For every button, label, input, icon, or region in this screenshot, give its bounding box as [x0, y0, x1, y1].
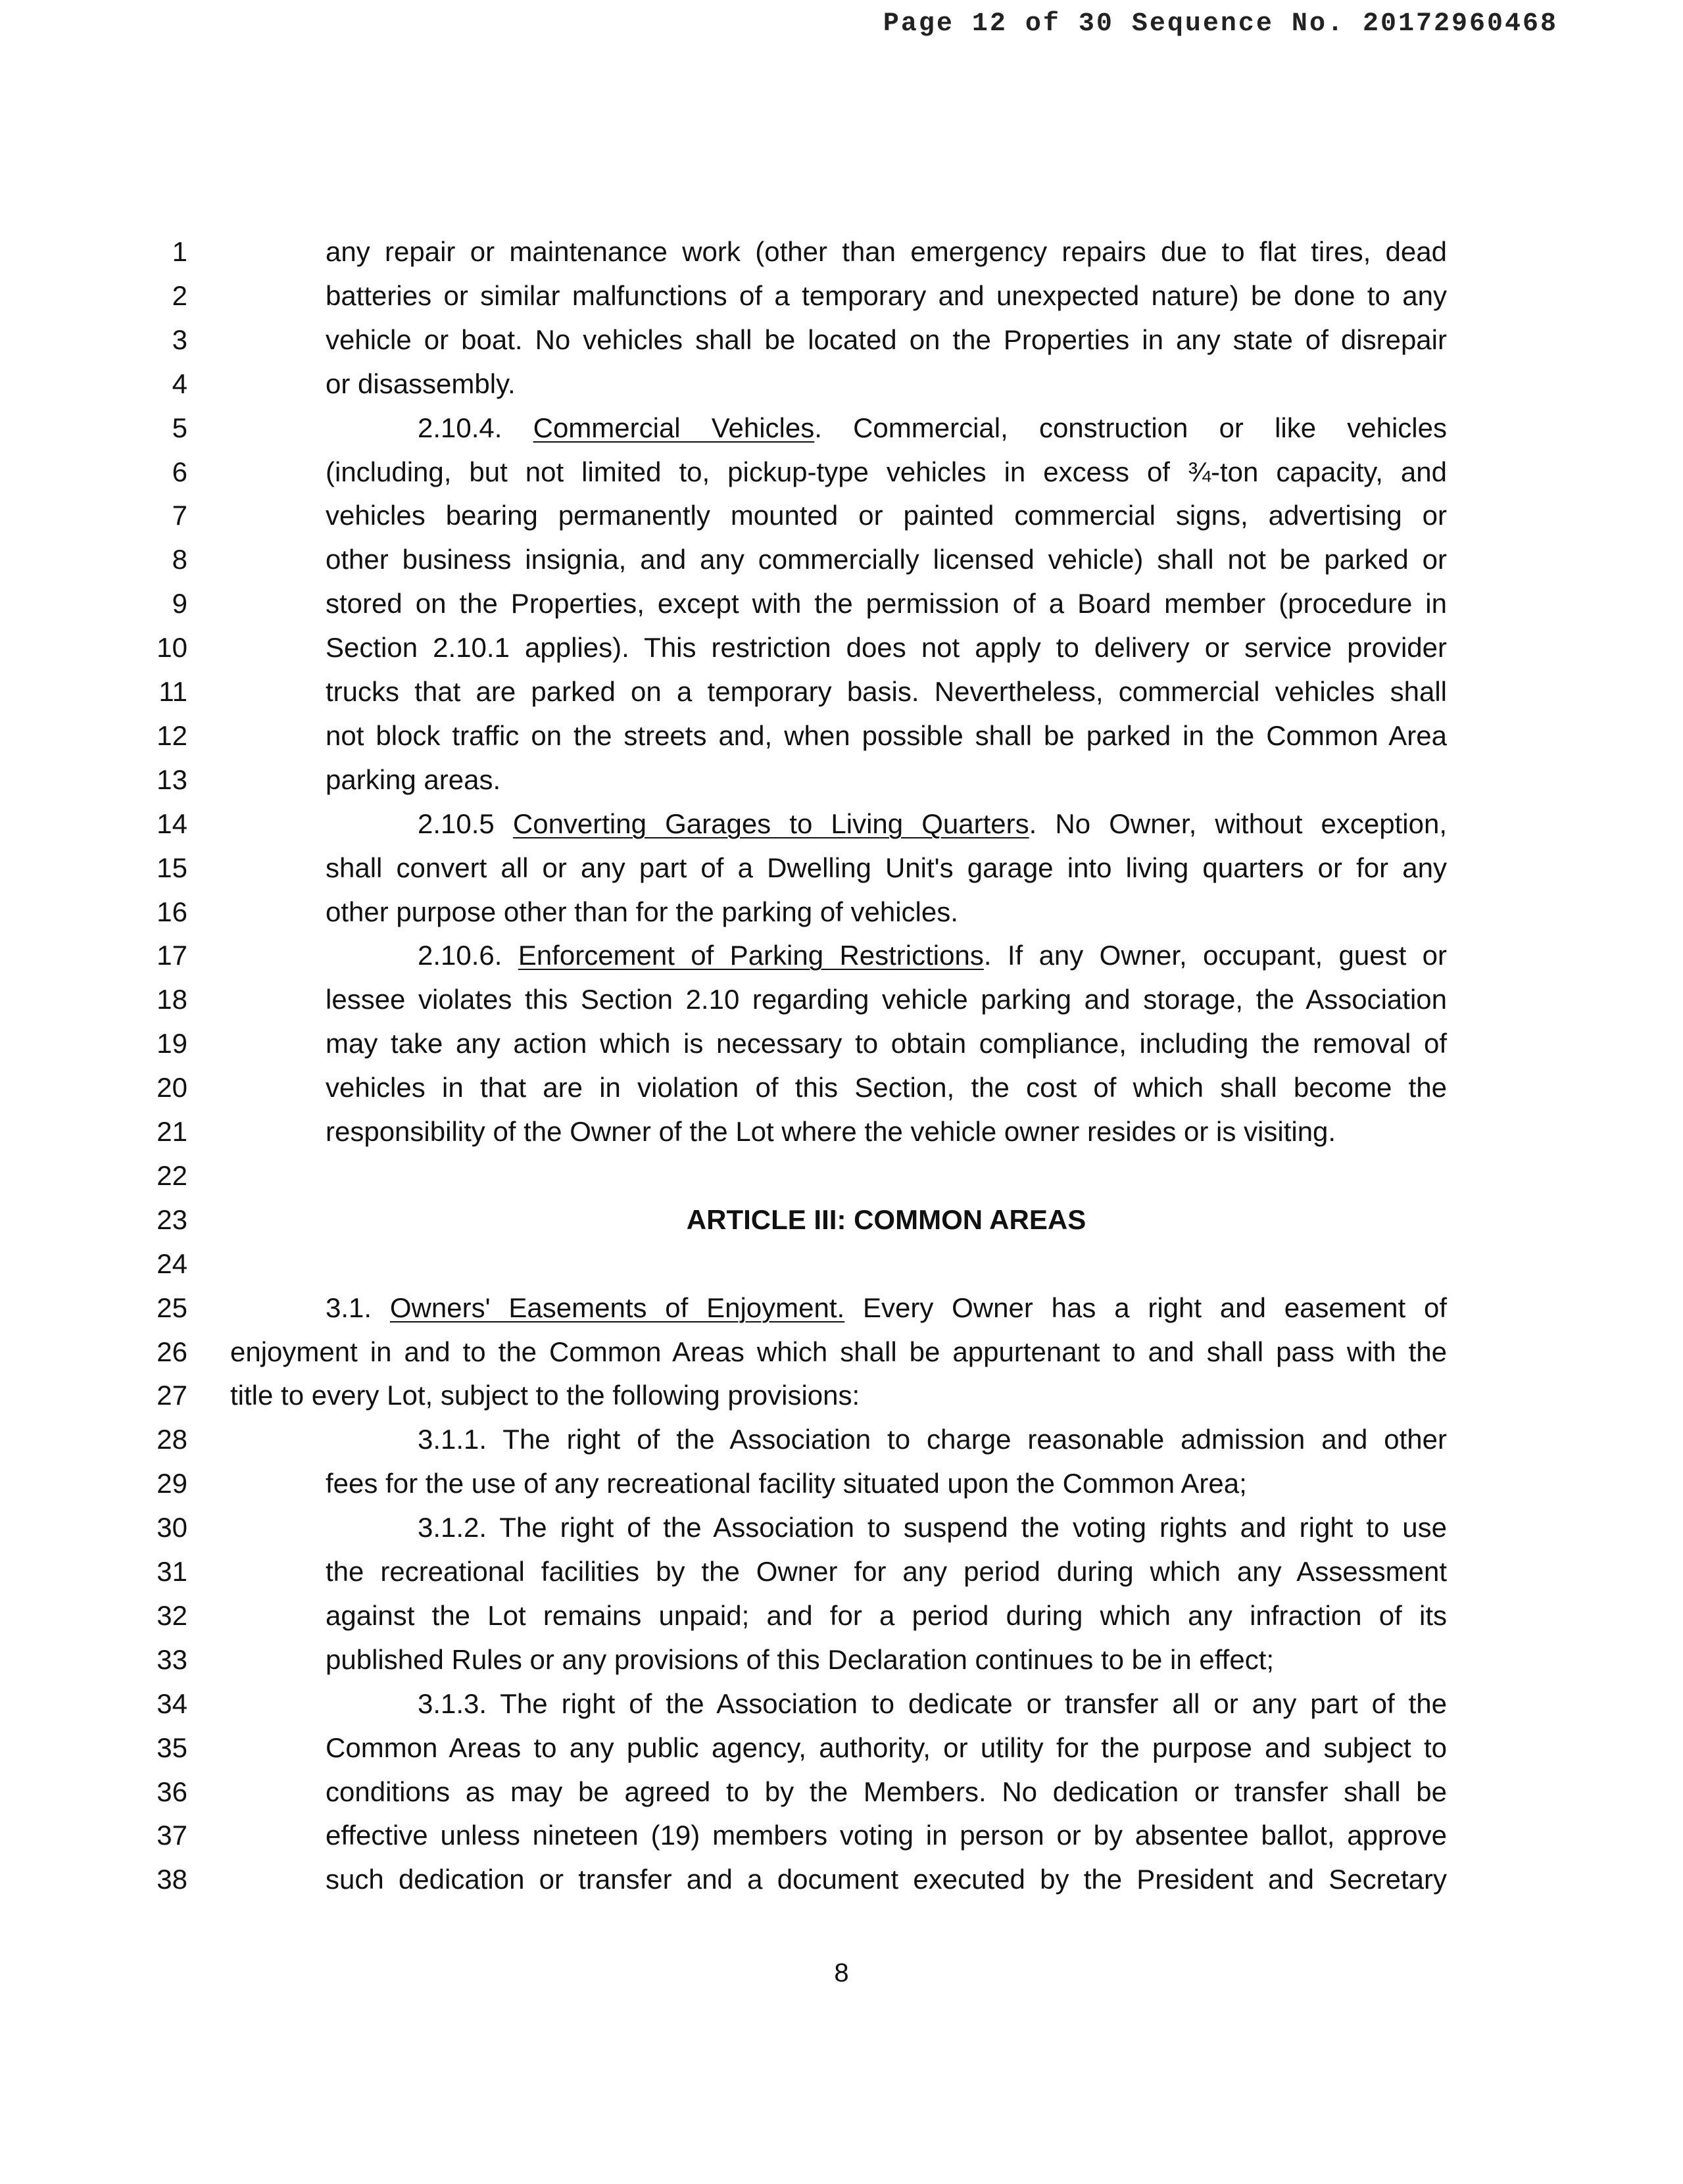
line-number: 36 [157, 1776, 187, 1807]
document-line [0, 1418, 1683, 1461]
line-text [326, 1286, 1447, 1330]
document-line [0, 274, 1683, 318]
document-line [0, 1770, 1683, 1814]
line-number: 27 [157, 1380, 187, 1411]
text-segment: may take any action which is necessary to obtain compliance, including the removal of [326, 1028, 1447, 1059]
document-line [0, 318, 1683, 362]
document-line [0, 1286, 1683, 1330]
line-number: 5 [172, 412, 187, 443]
line-text [418, 406, 1447, 450]
line-text [326, 1638, 1447, 1682]
document-line [0, 230, 1683, 274]
text-segment: 3.1.1. The right of the Association to charge reasonable admission and other [418, 1424, 1447, 1455]
line-text [326, 714, 1447, 758]
section-title: Converting Garages to Living Quarters [512, 808, 1029, 839]
document-line [0, 978, 1683, 1021]
line-number: 8 [172, 544, 187, 575]
line-text [326, 538, 1447, 581]
line-text [326, 846, 1447, 890]
line-number: 29 [157, 1468, 187, 1499]
line-number: 33 [157, 1643, 187, 1675]
document-line [0, 1814, 1683, 1857]
document-line [0, 450, 1683, 494]
line-number: 12 [157, 719, 187, 751]
text-segment: 2.10.6. [418, 940, 518, 971]
document-line [0, 758, 1683, 802]
line-text [326, 1462, 1447, 1505]
document-line [0, 802, 1683, 846]
text-segment: lessee violates this Section 2.10 regarding vehicle parking and storage, the Association [326, 984, 1447, 1015]
line-number: 35 [157, 1732, 187, 1763]
line-number: 11 [159, 676, 187, 707]
line-number: 32 [157, 1599, 187, 1631]
line-text [418, 1418, 1447, 1461]
text-segment: 3.1.2. The right of the Association to suspend the voting rights and right to use [418, 1512, 1447, 1543]
document-line [0, 1022, 1683, 1065]
text-segment: (including, but not limited to, pickup-type vehicles in excess of ¾-ton capacity, and [326, 456, 1447, 487]
line-text [326, 758, 1447, 802]
document-line [0, 406, 1683, 450]
line-text [326, 1066, 1447, 1109]
text-segment: enjoyment in and to the Common Areas which shall be appurtenant to and shall pass with the [230, 1336, 1447, 1367]
text-segment: other business insignia, and any commercially licensed vehicle) shall not be parked or [326, 544, 1447, 575]
text-segment: vehicle or boat. No vehicles shall be located on the Properties in any state of disrepair [326, 324, 1447, 355]
text-segment: . No Owner, without exception, [1029, 808, 1447, 839]
document-line [0, 538, 1683, 581]
line-text [230, 1374, 1447, 1417]
line-text [326, 1110, 1447, 1153]
text-segment: such dedication or transfer and a document executed by the President and Secretary [326, 1864, 1447, 1895]
text-segment: trucks that are parked on a temporary basis. Nevertheless, commercial vehicles shall [326, 676, 1447, 707]
line-text [418, 1506, 1447, 1549]
document-line [0, 1638, 1683, 1682]
line-text [326, 582, 1447, 625]
line-text [418, 1682, 1447, 1726]
line-number: 26 [157, 1336, 187, 1367]
line-text [326, 1594, 1447, 1638]
line-text [230, 1330, 1447, 1374]
document-line [0, 1110, 1683, 1153]
text-segment: batteries or similar malfunctions of a temporary and unexpected nature) be done to any [326, 279, 1447, 311]
line-text [326, 1814, 1447, 1857]
line-text [418, 802, 1447, 846]
line-text [326, 626, 1447, 669]
document-line [0, 1242, 1683, 1286]
line-number: 28 [157, 1424, 187, 1455]
line-number: 31 [157, 1556, 187, 1587]
line-text [326, 1022, 1447, 1065]
document-line [0, 362, 1683, 406]
line-number: 6 [172, 456, 187, 487]
page-number: 8 [834, 1958, 849, 1987]
line-number: 30 [157, 1512, 187, 1543]
text-segment: parking areas. [326, 764, 501, 795]
line-text [326, 1858, 1447, 1901]
line-number: 16 [157, 896, 187, 927]
text-segment: shall convert all or any part of a Dwelling Unit's garage into living quarters or for any [326, 852, 1447, 883]
text-segment: vehicles in that are in violation of this Section, the cost of which shall become the [326, 1072, 1447, 1104]
text-segment: vehicles bearing permanently mounted or painted commercial signs, advertising or [326, 500, 1447, 531]
line-text [418, 934, 1447, 977]
document-line [0, 1330, 1683, 1374]
text-segment: conditions as may be agreed to by the Members. No dedication or transfer shall be [326, 1776, 1447, 1807]
page-sequence-stamp: Page 12 of 30 Sequence No. 20172960468 [883, 9, 1558, 39]
line-number: 38 [157, 1864, 187, 1895]
document-line [0, 1506, 1683, 1549]
document-line [0, 1462, 1683, 1505]
document-line [0, 1682, 1683, 1726]
document-line [0, 934, 1683, 977]
line-text [326, 1726, 1447, 1770]
text-segment: title to every Lot, subject to the following provisions: [230, 1380, 860, 1411]
document-line [0, 494, 1683, 537]
line-text [326, 362, 1447, 406]
document-line [0, 1198, 1683, 1242]
line-text [326, 1770, 1447, 1814]
line-number: 7 [172, 500, 187, 531]
text-segment: effective unless nineteen (19) members voting in person or by absentee ballot, approve [326, 1820, 1447, 1851]
document-line [0, 890, 1683, 934]
line-text [326, 450, 1447, 494]
text-segment: Every Owner has a right and easement of [844, 1292, 1447, 1323]
text-segment: any repair or maintenance work (other than emergency repairs due to flat tires, dead [326, 236, 1447, 267]
line-text [326, 318, 1447, 362]
document-line [0, 1066, 1683, 1109]
text-segment: 2.10.5 [418, 808, 513, 839]
line-number: 17 [157, 940, 187, 971]
text-segment: 2.10.4. [418, 412, 533, 443]
line-text [326, 274, 1447, 318]
document-line [0, 670, 1683, 714]
line-number: 37 [157, 1820, 187, 1851]
line-number: 3 [172, 324, 187, 355]
document-line [0, 1858, 1683, 1901]
document-line [0, 714, 1683, 758]
text-segment: not block traffic on the streets and, when possible shall be parked in the Common Area [326, 719, 1447, 751]
text-segment: . Commercial, construction or like vehicles [814, 412, 1447, 443]
text-segment: published Rules or any provisions of this Declaration continues to be in effect; [326, 1643, 1275, 1675]
line-text [326, 890, 1447, 934]
line-number: 15 [157, 852, 187, 883]
line-number: 20 [157, 1072, 187, 1104]
line-number: 13 [157, 764, 187, 795]
line-text [326, 670, 1447, 714]
line-text [326, 978, 1447, 1021]
document-line [0, 1550, 1683, 1593]
line-number: 24 [157, 1248, 187, 1279]
section-title: Commercial Vehicles [533, 412, 815, 443]
text-segment: Common Areas to any public agency, authority, or utility for the purpose and subject to [326, 1732, 1447, 1763]
document-line [0, 582, 1683, 625]
text-segment: fees for the use of any recreational facility situated upon the Common Area; [326, 1468, 1247, 1499]
text-segment: responsibility of the Owner of the Lot where the vehicle owner resides or is visiting. [326, 1116, 1336, 1147]
document-line [0, 626, 1683, 669]
line-number: 10 [157, 632, 187, 664]
text-segment: against the Lot remains unpaid; and for a period during which any infraction of its [326, 1599, 1447, 1631]
text-segment: stored on the Properties, except with the permission of a Board member (procedure in [326, 588, 1447, 619]
line-number: 21 [157, 1116, 187, 1147]
line-text [326, 494, 1447, 537]
document-line [0, 846, 1683, 890]
line-number: 25 [157, 1292, 187, 1323]
line-number: 14 [157, 808, 187, 839]
line-number: 19 [157, 1028, 187, 1059]
line-number: 18 [157, 984, 187, 1015]
text-segment: or disassembly. [326, 368, 516, 399]
line-number: 4 [172, 368, 187, 399]
line-number: 22 [157, 1159, 187, 1191]
line-text [326, 230, 1447, 274]
text-segment: ARTICLE III: COMMON AREAS [686, 1203, 1086, 1235]
article-heading [326, 1198, 1447, 1242]
document-line [0, 1374, 1683, 1417]
line-text [326, 1550, 1447, 1593]
document-line [0, 1726, 1683, 1770]
line-number: 9 [172, 588, 187, 619]
text-segment: Section 2.10.1 applies). This restriction does not apply to delivery or service provider [326, 632, 1447, 664]
section-title: Enforcement of Parking Restrictions [518, 940, 984, 971]
line-number: 1 [172, 236, 187, 267]
text-segment: other purpose other than for the parking of vehicles. [326, 896, 958, 927]
section-title: Owners' Easements of Enjoyment. [389, 1292, 845, 1323]
document-line [0, 1594, 1683, 1638]
line-number: 2 [172, 279, 187, 311]
line-number: 23 [157, 1203, 187, 1235]
text-segment: the recreational facilities by the Owner for any period during which any Assessment [326, 1556, 1447, 1587]
line-number: 34 [157, 1687, 187, 1719]
text-segment: 3.1.3. The right of the Association to dedicate or transfer all or any part of the [418, 1687, 1447, 1719]
text-segment: . If any Owner, occupant, guest or [983, 940, 1448, 971]
document-line [0, 1154, 1683, 1198]
text-segment: 3.1. [326, 1292, 390, 1323]
